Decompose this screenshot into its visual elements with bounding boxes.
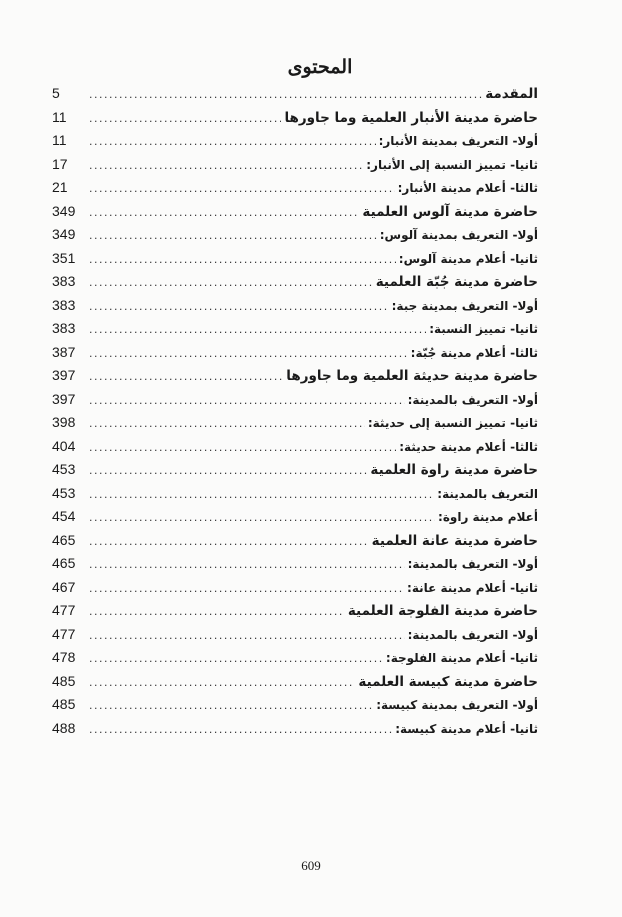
toc-entry-title: أولا- التعريف بالمدينة: (407, 627, 538, 642)
toc-entry-page: 11 (52, 108, 67, 125)
page-number: 609 (301, 858, 321, 873)
toc-entry-title: أولا- التعريف بالمدينة: (407, 557, 538, 571)
toc-entry (52, 129, 538, 153)
toc-entry (52, 341, 538, 365)
toc-entry-page: 11 (52, 132, 67, 148)
dot-leader (89, 718, 392, 742)
toc-entry-page: 467 (52, 578, 76, 595)
toc-entry-title: أولا- التعريف بالمدينة: (407, 392, 538, 407)
toc-entry-title: حاضرة مدينة جُبّة العلمية (375, 274, 538, 290)
toc-entry (52, 411, 538, 435)
dot-leader (89, 248, 396, 272)
toc-entry-title: أعلام مدينة راوة: (438, 510, 538, 524)
toc-entry-page: 17 (52, 155, 68, 172)
toc-entry-page: 477 (52, 625, 76, 642)
toc-entry-title: أولا- التعريف بمدينة كبيسة: (376, 698, 538, 712)
dot-leader (89, 553, 405, 577)
toc-entry-page: 383 (52, 320, 76, 336)
toc-entry (52, 670, 538, 694)
toc-entry-title: أولا- التعريف بمدينة جبة: (391, 298, 538, 313)
toc-entry-page: 453 (52, 461, 76, 477)
toc-entry-page: 349 (52, 226, 76, 242)
toc-entry-page: 465 (52, 555, 76, 571)
toc-entry (52, 364, 538, 388)
dot-leader (89, 671, 355, 695)
toc-entry-page: 5 (52, 85, 60, 101)
toc-entry-page: 387 (52, 343, 76, 360)
toc-entry-title: ثالثا- أعلام مدينة حديثة: (399, 439, 538, 454)
toc-entry (52, 599, 538, 623)
toc-entry (52, 552, 538, 576)
toc-entry-title: ثانيا- تمييز النسبة: (429, 322, 538, 336)
toc-entry-title: حاضرة مدينة الأنبار العلمية وما جاورها (284, 109, 538, 126)
dot-leader (89, 271, 373, 295)
toc-entry-title: أولا- التعريف بمدينة الأنبار: (378, 134, 538, 148)
dot-leader (89, 177, 395, 201)
toc-entry-page: 478 (52, 649, 76, 665)
toc-entry-title: ثالثا- أعلام مدينة الأنبار: (397, 181, 538, 195)
toc-entry-title: ثانيا- أعلام مدينة عانة: (407, 580, 538, 595)
toc-entry-title: حاضرة مدينة الفلوجة العلمية (347, 603, 538, 619)
toc-entry (52, 717, 538, 741)
dot-leader (89, 483, 434, 507)
page-title: المحتوى (287, 56, 353, 78)
toc-entry-title: حاضرة مدينة آلوس العلمية (362, 203, 538, 220)
dot-leader (89, 506, 435, 530)
toc-entry-page: 383 (52, 273, 76, 289)
dot-leader (89, 201, 359, 225)
toc-entry (52, 294, 538, 318)
toc-entry-page: 397 (52, 367, 76, 383)
toc-entry-title: حاضرة مدينة كبيسة العلمية (358, 673, 538, 690)
dot-leader (89, 577, 404, 601)
toc-entry (52, 200, 538, 224)
toc-entry-page: 404 (52, 437, 76, 454)
toc-entry (52, 576, 538, 600)
dot-leader (89, 342, 408, 366)
toc-entry-page: 453 (52, 484, 76, 501)
toc-entry-title: حاضرة مدينة راوة العلمية (370, 462, 538, 478)
dot-leader (89, 600, 345, 624)
table-of-contents (52, 82, 538, 740)
toc-entry-title: المقدمة (485, 86, 538, 102)
toc-entry (52, 270, 538, 294)
dot-leader (89, 295, 389, 319)
toc-entry-title: ثانيا- أعلام مدينة الفلوجة: (385, 651, 538, 665)
dot-leader (89, 694, 373, 718)
dot-leader (89, 154, 363, 178)
toc-entry-title: أولا- التعريف بمدينة آلوس: (379, 228, 538, 242)
toc-entry (52, 317, 538, 341)
toc-entry-title: حاضرة مدينة حديثة العلمية وما جاورها (286, 368, 538, 384)
toc-entry-page: 485 (52, 672, 76, 689)
dot-leader (89, 130, 376, 154)
toc-entry-page: 398 (52, 414, 76, 430)
toc-entry (52, 82, 538, 106)
toc-entry (52, 693, 538, 717)
toc-entry (52, 153, 538, 177)
toc-entry (52, 482, 538, 506)
toc-entry-title: التعريف بالمدينة: (437, 486, 538, 501)
toc-entry-title: ثانيا- تمييز النسبة إلى حديثة: (367, 416, 538, 430)
dot-leader (89, 624, 405, 648)
dot-leader (89, 459, 367, 483)
dot-leader (89, 530, 369, 554)
toc-entry-title: ثانيا- تمييز النسبة إلى الأنبار: (366, 157, 538, 172)
dot-leader (89, 412, 365, 436)
toc-entry (52, 223, 538, 247)
toc-entry-page: 21 (52, 179, 68, 195)
dot-leader (89, 436, 396, 460)
dot-leader (89, 389, 405, 413)
toc-entry-page: 465 (52, 531, 76, 548)
toc-entry-page: 485 (52, 696, 76, 712)
toc-entry-title: ثالثا- أعلام مدينة جُبّة: (410, 345, 538, 360)
dot-leader (89, 107, 281, 131)
dot-leader (89, 365, 283, 389)
toc-entry-page: 397 (52, 390, 76, 407)
toc-entry (52, 646, 538, 670)
dot-leader (89, 224, 377, 248)
toc-entry-page: 477 (52, 602, 76, 618)
toc-entry-page: 351 (52, 249, 76, 266)
toc-entry (52, 247, 538, 271)
toc-entry (52, 388, 538, 412)
toc-entry (52, 623, 538, 647)
toc-entry (52, 435, 538, 459)
toc-entry-title: ثانيا- أعلام مدينة كبيسة: (395, 721, 538, 736)
toc-entry-page: 349 (52, 202, 76, 219)
dot-leader (89, 318, 426, 342)
toc-entry-title: ثانيا- أعلام مدينة آلوس: (398, 251, 538, 266)
toc-entry (52, 176, 538, 200)
dot-leader (89, 83, 482, 107)
toc-entry-title: حاضرة مدينة عانة العلمية (371, 532, 538, 549)
toc-entry-page: 383 (52, 296, 76, 313)
toc-entry-page: 454 (52, 508, 76, 524)
toc-entry (52, 529, 538, 553)
toc-entry (52, 505, 538, 529)
toc-entry-page: 488 (52, 719, 76, 736)
toc-entry (52, 458, 538, 482)
toc-entry (52, 106, 538, 130)
dot-leader (89, 647, 383, 671)
